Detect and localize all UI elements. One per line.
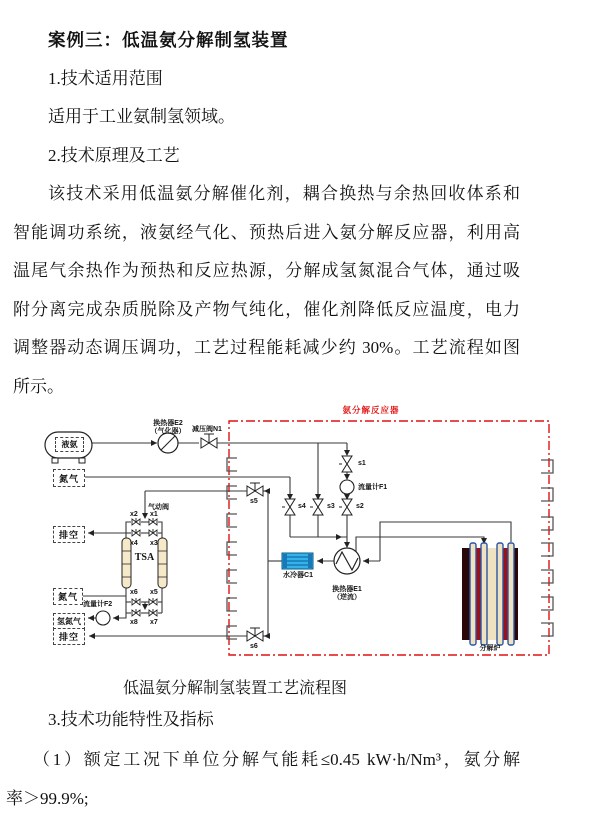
furnace-symbol <box>462 543 518 645</box>
e2-label-line1: 换热器E2 <box>153 420 183 427</box>
stream-n2-top: 氮气 <box>53 469 85 487</box>
stream-vent-bottom: 排空 <box>53 628 85 645</box>
flow-meter-f1-symbol <box>340 480 354 494</box>
valve-n1-symbol <box>201 434 217 448</box>
valve-s5-label: s5 <box>250 498 258 505</box>
valve-x4-label: x4 <box>130 540 138 547</box>
valve-s3-label: s3 <box>327 503 335 510</box>
e2-label-line2: （气化器） <box>150 427 186 435</box>
process-flow-diagram <box>0 400 601 672</box>
f2-label: 流量计F2 <box>83 601 113 608</box>
valve-x2-label: x2 <box>130 511 138 518</box>
valve-x5-label: x5 <box>150 589 158 596</box>
page-title: 案例三：低温氨分解制氢装置 <box>48 30 289 50</box>
reactor-box-label: 氨分解反应器 <box>342 405 400 415</box>
valve-x8-label: x8 <box>130 619 138 626</box>
tank-label: 液氨 <box>55 437 84 452</box>
diagram-graphics <box>0 400 601 672</box>
stream-n2-bottom: 氮气 <box>53 588 83 605</box>
para-line-5: 调整器动态调压调功，工艺过程能耗减少约 30%。工艺流程如图 <box>13 338 520 357</box>
water-cooler-c1-symbol <box>282 553 313 569</box>
c1-label: 水冷器C1 <box>283 572 313 579</box>
section2-heading: 2.技术原理及工艺 <box>48 145 180 165</box>
stream-h2n2: 氢氮气 <box>53 613 85 630</box>
e1-label <box>327 586 367 601</box>
para-line-2: 智能调功系统，液氨经气化、预热后进入氨分解反应器，利用高 <box>13 222 520 242</box>
valve-x3-label: x3 <box>150 540 158 547</box>
lower-text-block <box>6 700 520 819</box>
section1-heading: 1.技术适用范围 <box>48 68 163 88</box>
tsa-label: TSA <box>134 552 155 563</box>
upper-text-block <box>13 21 520 406</box>
valve-x7-label: x7 <box>150 619 158 626</box>
figure-caption: 低温氨分解制氢装置工艺流程图 <box>122 680 347 697</box>
section3-heading: 3.技术功能特性及指标 <box>48 710 214 729</box>
e1-label-line2: （逆流） <box>333 593 361 601</box>
para-line-3: 温尾气余热作为预热和反应热源，分解成氢氮混合气体，通过吸 <box>13 261 520 280</box>
valve-s6-symbol <box>247 628 263 641</box>
furnace-label: 分解炉 <box>479 645 501 652</box>
valve-x6-label: x6 <box>130 589 138 596</box>
valve-s4-label: s4 <box>298 503 306 510</box>
n1-valve-label: 减压阀N1 <box>192 426 222 433</box>
para-line-4: 附分离完成杂质脱除及产物气纯化，催化剂降低反应温度，电力 <box>13 299 520 319</box>
flow-meter-f2-symbol <box>96 611 110 625</box>
valve-s2-label: s2 <box>356 503 364 510</box>
e1-label-line1: 换热器E1 <box>332 586 362 593</box>
section3-line2: 率＞99.9%; <box>6 789 89 808</box>
para-line-1: 该技术采用低温氨分解催化剂，耦合换热与余热回收体系和 <box>48 184 520 203</box>
heat-exchanger-e1-symbol <box>334 548 360 574</box>
section1-body: 适用于工业氨制氢领域。 <box>48 107 235 126</box>
section3-line1: （1）额定工况下单位分解气能耗≤0.45 kW·h/Nm³，氨分解 <box>33 749 520 769</box>
e2-label <box>140 420 196 435</box>
valve-s1-label: s1 <box>358 460 366 467</box>
heat-exchanger-e2-symbol <box>158 433 178 453</box>
para-line-6: 所示。 <box>13 376 64 396</box>
valve-x1-label: x1 <box>150 511 158 518</box>
flow-arrows <box>88 440 487 639</box>
f1-label: 流量计F1 <box>358 484 388 491</box>
valve-s5-symbol <box>247 483 263 496</box>
pneumatic-valve-label: 气动阀 <box>148 504 169 511</box>
valve-s6-label: s6 <box>250 643 258 650</box>
tsa-columns <box>122 538 167 588</box>
stream-vent-top: 排空 <box>53 526 85 543</box>
